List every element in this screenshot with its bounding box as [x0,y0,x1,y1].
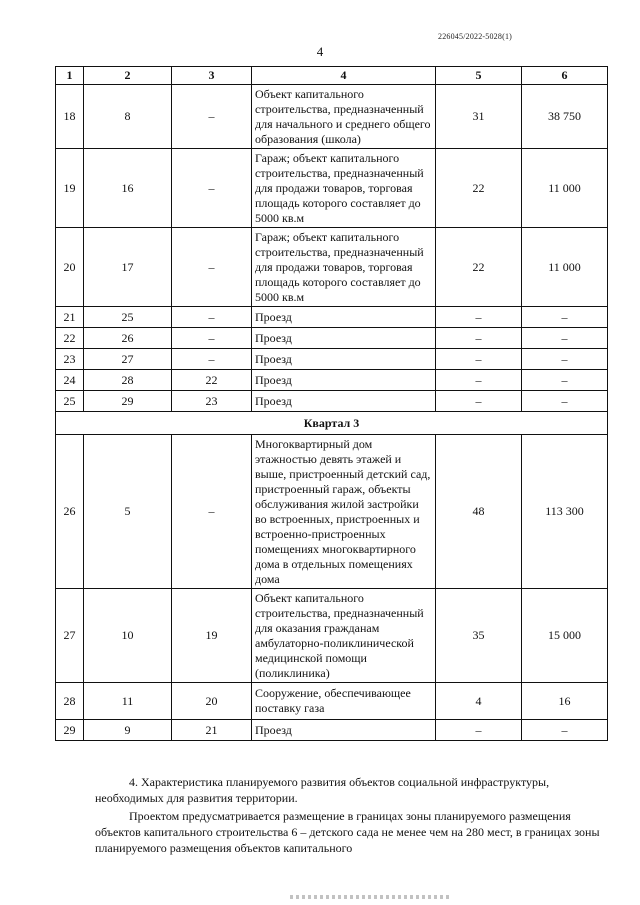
sub-number: – [172,349,252,370]
row-number: 25 [56,391,84,412]
object-description: Проезд [252,370,436,391]
column-header: 3 [172,67,252,85]
table-row [56,720,608,741]
value-col6: – [522,720,608,741]
zone-number: 26 [84,328,172,349]
paragraph-social-infrastructure [95,774,610,806]
sub-number: 23 [172,391,252,412]
value-col5: – [436,349,522,370]
row-number: 18 [56,85,84,149]
value-col6: – [522,391,608,412]
row-number: 23 [56,349,84,370]
sub-number: – [172,328,252,349]
object-description: Проезд [252,720,436,741]
value-col6: – [522,328,608,349]
column-header: 4 [252,67,436,85]
quarter-header-row [56,412,608,435]
zone-number: 5 [84,435,172,589]
column-header: 6 [522,67,608,85]
sub-number: 20 [172,683,252,720]
row-number: 24 [56,370,84,391]
zone-number: 10 [84,589,172,683]
value-col5: 31 [436,85,522,149]
value-col5: – [436,720,522,741]
zone-number: 29 [84,391,172,412]
row-number: 19 [56,149,84,228]
zone-number: 9 [84,720,172,741]
value-col5: 22 [436,228,522,307]
table-row [56,683,608,720]
paragraph-project [95,808,610,856]
sub-number: – [172,85,252,149]
zone-number: 17 [84,228,172,307]
value-col5: 4 [436,683,522,720]
table-row [56,589,608,683]
value-col6: 11 000 [522,149,608,228]
value-col6: – [522,307,608,328]
sub-number: – [172,307,252,328]
value-col6: – [522,370,608,391]
sub-number: – [172,228,252,307]
table-row [56,228,608,307]
zone-number: 11 [84,683,172,720]
zone-number: 27 [84,349,172,370]
object-description: Проезд [252,349,436,370]
row-number: 26 [56,435,84,589]
paragraph-1-text: 4. Характеристика планируемого развития объектов социальной инфраструктуры, необходимых для развития территории. [95,775,550,805]
table-row [56,85,608,149]
value-col6: 38 750 [522,85,608,149]
objects-table [55,66,608,741]
object-description: Объект капитального строительства, предназначенный для оказания гражданам амбулаторно-поликлинической медицинской помощи (поликлиника) [252,589,436,683]
value-col6: 113 300 [522,435,608,589]
sub-number: – [172,435,252,589]
value-col5: 35 [436,589,522,683]
table-row [56,328,608,349]
object-description: Проезд [252,391,436,412]
zone-number: 25 [84,307,172,328]
paragraph-2-text: Проектом предусматривается размещение в границах зоны планируемого размещения объектов капитального строительства 6 – детского сада не менее чем на 280 мест, в границах зоны планируемого размещения объектов капитального [95,809,600,855]
row-number: 29 [56,720,84,741]
table-row [56,435,608,589]
object-description: Гараж; объект капитального строительства, предназначенный для продажи товаров, торговая площадь которого составляет до 5000 кв.м [252,228,436,307]
value-col6: 15 000 [522,589,608,683]
column-header: 5 [436,67,522,85]
table-row [56,149,608,228]
table-header-row [56,67,608,85]
object-description: Многоквартирный дом этажностью девять этажей и выше, пристроенный детский сад, пристроенный гараж, объекты обслуживания жилой застройки во встроенных, пристроенных и встроенно-пристроенных помещениях многоквартирного дома в отдельных помещениях дома [252,435,436,589]
value-col5: 22 [436,149,522,228]
object-description: Проезд [252,307,436,328]
value-col5: – [436,370,522,391]
column-header: 2 [84,67,172,85]
document-number: 226045/2022-5028(1) [438,32,513,41]
table-row [56,370,608,391]
page-number: 4 [316,44,324,59]
row-number: 21 [56,307,84,328]
value-col5: – [436,391,522,412]
zone-number: 8 [84,85,172,149]
zone-number: 28 [84,370,172,391]
object-description: Объект капитального строительства, предназначенный для начального и среднего общего образования (школа) [252,85,436,149]
value-col5: – [436,307,522,328]
row-number: 22 [56,328,84,349]
sub-number: 22 [172,370,252,391]
scan-artifact [290,895,450,899]
row-number: 20 [56,228,84,307]
object-description: Гараж; объект капитального строительства, предназначенный для продажи товаров, торговая площадь которого составляет до 5000 кв.м [252,149,436,228]
value-col6: 11 000 [522,228,608,307]
value-col6: 16 [522,683,608,720]
row-number: 28 [56,683,84,720]
row-number: 27 [56,589,84,683]
table-row [56,391,608,412]
table-row [56,307,608,328]
value-col5: 48 [436,435,522,589]
sub-number: 21 [172,720,252,741]
value-col6: – [522,349,608,370]
column-header: 1 [56,67,84,85]
object-description: Сооружение, обеспечивающее поставку газа [252,683,436,720]
zone-number: 16 [84,149,172,228]
sub-number: – [172,149,252,228]
table-row [56,349,608,370]
value-col5: – [436,328,522,349]
quarter-title: Квартал 3 [56,412,608,435]
object-description: Проезд [252,328,436,349]
sub-number: 19 [172,589,252,683]
